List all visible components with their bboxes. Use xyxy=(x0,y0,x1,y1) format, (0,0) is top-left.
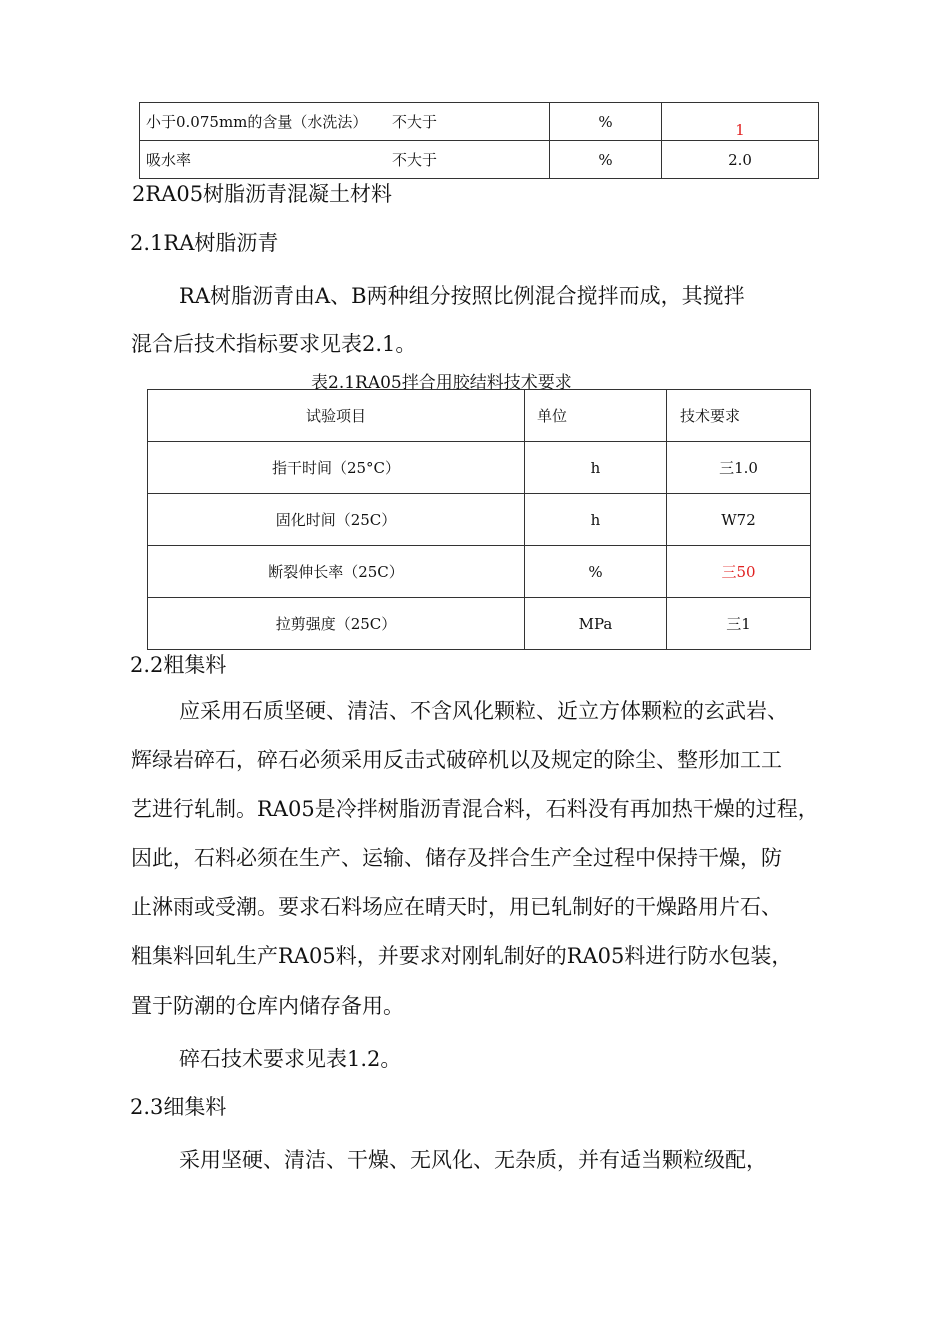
paragraph-line: 艺进行轧制。RA05是冷拌树脂沥青混合料，石料没有再加热干燥的过程， xyxy=(131,797,819,821)
table-cell-value: 2.0 xyxy=(662,141,819,179)
table-cell-item: 小于0.075mm的含量（水洗法） xyxy=(140,103,391,141)
table-cell-unit: h xyxy=(525,442,667,494)
table-cell-condition: 不大于 xyxy=(390,103,550,141)
table-cell-item: 拉剪强度（25C） xyxy=(148,598,525,650)
table-cell-requirement: 三1.0 xyxy=(667,442,811,494)
table-cell-unit: MPa xyxy=(525,598,667,650)
table-header-row xyxy=(148,390,811,442)
table-cell-item: 断裂伸长率（25C） xyxy=(148,546,525,598)
paragraph-line: 碎石技术要求见表1.2。 xyxy=(179,1047,402,1071)
table-row xyxy=(148,546,811,598)
table-cell-unit: % xyxy=(525,546,667,598)
paragraph-line: 止淋雨或受潮。要求石料场应在晴天时，用已轧制好的干燥路用片石、 xyxy=(131,895,782,919)
table-cell-requirement: 三1 xyxy=(667,598,811,650)
table-cell-requirement: 三50 xyxy=(667,546,811,598)
table-row xyxy=(148,442,811,494)
table-cell-requirement: W72 xyxy=(667,494,811,546)
header-cell-item: 试验项目 xyxy=(148,390,525,442)
subsection-heading: 2.2粗集料 xyxy=(130,653,227,677)
paragraph-line: 采用坚硬、清洁、干燥、无风化、无杂质，并有适当颗粒级配， xyxy=(179,1148,767,1172)
paragraph-line: 粗集料回轧生产RA05料，并要求对刚轧制好的RA05料进行防水包装， xyxy=(131,944,793,968)
table-cell-item: 指干时间（25°C） xyxy=(148,442,525,494)
table-cell-value xyxy=(662,103,819,141)
table-cell-unit: h xyxy=(525,494,667,546)
subsection-heading: 2.3细集料 xyxy=(130,1095,227,1119)
paragraph-line: 辉绿岩碎石，碎石必须采用反击式破碎机以及规定的除尘、整形加工工 xyxy=(131,748,782,772)
header-cell-unit: 单位 xyxy=(525,390,667,442)
paragraph-line: RA树脂沥青由A、B两种组分按照比例混合搅拌而成，其搅拌 xyxy=(179,284,745,308)
paragraph-line: 置于防潮的仓库内储存备用。 xyxy=(131,994,404,1018)
aggregate-spec-table xyxy=(139,102,819,179)
table-caption: 表2.1RA05拌合用胶结料技术要求 xyxy=(311,373,572,393)
paragraph-line: 混合后技术指标要求见表2.1。 xyxy=(131,332,417,356)
table-row xyxy=(140,103,819,141)
table-row xyxy=(148,598,811,650)
table-cell-item: 固化时间（25C） xyxy=(148,494,525,546)
paragraph-line: 应采用石质坚硬、清洁、不含风化颗粒、近立方体颗粒的玄武岩、 xyxy=(179,699,788,723)
table-row xyxy=(148,494,811,546)
section-heading: 2RA05树脂沥青混凝土材料 xyxy=(132,182,393,206)
header-cell-requirement: 技术要求 xyxy=(667,390,811,442)
highlighted-value: 1 xyxy=(735,120,745,139)
table-cell-unit: % xyxy=(550,141,662,179)
binder-spec-table xyxy=(147,389,811,650)
table-cell-unit: % xyxy=(550,103,662,141)
subsection-heading: 2.1RA树脂沥青 xyxy=(130,231,279,255)
table-cell-condition: 不大于 xyxy=(390,141,550,179)
paragraph-line: 因此，石料必须在生产、运输、储存及拌合生产全过程中保持干燥，防 xyxy=(131,846,782,870)
table-cell-item: 吸水率 xyxy=(140,141,391,179)
table-row xyxy=(140,141,819,179)
